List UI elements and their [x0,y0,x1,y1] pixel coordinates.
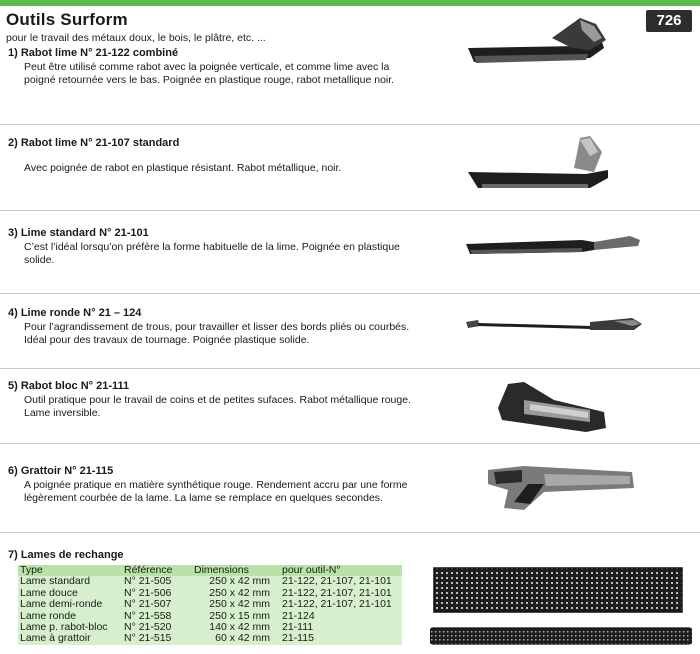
item-description: Pour l’agrandissement de trous, pour travailler et lisser des bords pliés ou courbés. Idéal pour des travaux de tournage. Poignée plastique solide. [24,321,410,346]
section-divider [0,443,700,444]
cell-reference: N° 21-506 [124,586,172,599]
cell-dimensions: 250 x 42 mm [209,598,270,611]
item-description: Avec poignée de rabot en plastique résistant. Rabot métallique, noir. [24,162,342,174]
section-divider [0,532,700,533]
top-accent-bar [0,0,700,6]
standard-plane-file-image [462,132,612,194]
table-row [18,599,402,610]
cell-tool-number: 21-122, 21-107, 21-101 [282,575,392,588]
cell-tool-number: 21-122, 21-107, 21-101 [282,586,392,599]
spare-blades-table [18,565,402,645]
spare-blades-image [430,566,692,652]
spare-blades-title: 7) Lames de rechange [8,549,124,561]
item-description: Peut être utilisé comme rabot avec la poignée verticale, et comme lime avec la poigné retournée vers le bas. Poignée en plastique rouge, rabot metallique noir. [24,61,395,86]
page-subtitle: pour le travail des métaux doux, le bois, le plâtre, etc. ... [6,32,266,44]
cell-type: Lame douce [20,586,78,599]
cell-tool-number: 21-122, 21-107, 21-101 [282,598,392,611]
item-title: 2) Rabot lime N° 21-107 standard [8,137,180,149]
combination-plane-file-image [462,16,612,71]
item-description: A poignée pratique en matière synthétique rouge. Rendement accru par une forme légèrement courbée de la lame. La lame se remplace en quelques secondes. [24,479,408,504]
item-title: 4) Lime ronde N° 21 – 124 [8,307,142,319]
cell-dimensions: 140 x 42 mm [209,621,270,634]
column-header-type: Type [18,565,122,576]
cell-reference: N° 21-520 [124,621,172,634]
cell-reference: N° 21-515 [124,632,172,645]
section-divider [0,293,700,294]
cell-type: Lame à grattoir [20,632,91,645]
column-header-dimensions: Dimensions [192,565,280,576]
cell-tool-number: 21-111 [282,621,314,634]
cell-type: Lame standard [20,575,91,588]
column-header-tool-number: pour outil-N° [280,565,402,576]
cell-dimensions: 60 x 42 mm [215,632,270,645]
cell-type: Lame demi-ronde [20,598,103,611]
page-number-badge: 726 [646,10,692,32]
cell-dimensions: 250 x 42 mm [209,586,270,599]
cell-reference: N° 21-505 [124,575,172,588]
page-title: Outils Surform [6,10,128,29]
cell-tool-number: 21-115 [282,632,314,645]
round-file-image [462,312,647,338]
cell-reference: N° 21-507 [124,598,172,611]
cell-type: Lame ronde [20,609,77,622]
standard-file-image [462,230,642,258]
section-divider [0,124,700,125]
scraper-image [484,462,636,514]
block-plane-image [494,378,612,434]
cell-dimensions: 250 x 42 mm [209,575,270,588]
item-description: C’est l’idéal lorsqu’on préfère la forme habituelle de la lime. Poignée en plastique solide. [24,241,400,266]
item-title: 3) Lime standard N° 21-101 [8,227,149,239]
item-title: 6) Grattoir N° 21-115 [8,465,114,477]
column-header-reference: Référence [122,565,192,576]
cell-type: Lame p. rabot-bloc [20,621,108,634]
section-divider [0,210,700,211]
section-divider [0,368,700,369]
item-title: 1) Rabot lime N° 21-122 combiné [8,47,179,59]
cell-reference: N° 21-558 [124,609,172,622]
cell-tool-number: 21-124 [282,609,315,622]
item-description: Outil pratique pour le travail de coins et de petites sufaces. Rabot métallique rouge. Lame inversible. [24,394,411,419]
cell-dimensions: 250 x 15 mm [209,609,270,622]
table-row [18,633,402,644]
item-title: 5) Rabot bloc N° 21-111 [8,380,130,392]
